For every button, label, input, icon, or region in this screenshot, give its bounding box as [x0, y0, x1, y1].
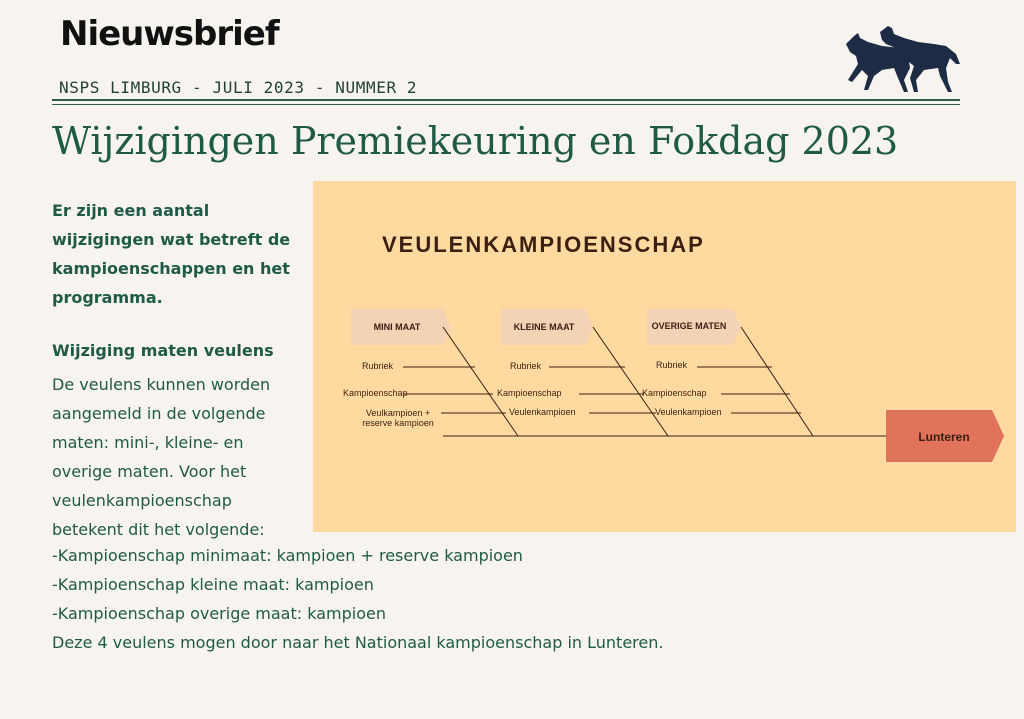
intro-paragraph: Er zijn een aantal wijzigingen wat betreft de kampioenschappen en het programma. — [52, 201, 291, 307]
divider-rule — [52, 104, 960, 105]
item-label: Kampioenschap — [497, 388, 562, 398]
destination-label: Lunteren — [918, 430, 970, 444]
list-item: -Kampioenschap kleine maat: kampioen — [52, 575, 374, 594]
masthead-title: Nieuwsbrief — [60, 14, 279, 54]
divider-rule — [52, 99, 960, 101]
infographic-title: VEULENKAMPIOENSCHAP — [382, 232, 705, 257]
item-label: Rubriek — [362, 361, 394, 371]
category-overige-maten: OVERIGE MATEN — [651, 321, 727, 331]
bone-line — [741, 327, 813, 436]
issue-line: NSPS LIMBURG - JULI 2023 - NUMMER 2 — [59, 78, 418, 97]
fishbone-lines — [403, 327, 888, 436]
category-kleine-maat: KLEINE MAAT — [513, 322, 575, 332]
body-paragraph: De veulens kunnen worden aangemeld in de volgende maten: mini-, kleine- en overige maten. Voor het veulenkampioenschap betekent dit het volgende: — [52, 375, 271, 539]
item-label: Rubriek — [656, 360, 688, 370]
list-item: -Kampioenschap overige maat: kampioen — [52, 604, 386, 623]
fishbone-infographic — [313, 181, 1016, 532]
item-label: Kampioenschap — [343, 388, 408, 398]
page-title: Wijzigingen Premiekeuring en Fokdag 2023 — [52, 119, 899, 163]
section-subheading: Wijziging maten veulens — [52, 341, 274, 360]
championship-list — [52, 541, 663, 657]
category-mini-maat: MINI MAAT — [373, 322, 421, 332]
item-label: Veulenkampioen — [509, 407, 576, 417]
horses-logo-icon — [838, 24, 963, 96]
item-label: Veulenkampioen — [655, 407, 722, 417]
item-label: Rubriek — [510, 361, 542, 371]
closing-line: Deze 4 veulens mogen door naar het Nationaal kampioenschap in Lunteren. — [52, 633, 664, 652]
item-label: Veulkampioen + reserve kampioen — [362, 408, 434, 428]
item-label: Kampioenschap — [642, 388, 707, 398]
list-item: -Kampioenschap minimaat: kampioen + reserve kampioen — [52, 546, 523, 565]
